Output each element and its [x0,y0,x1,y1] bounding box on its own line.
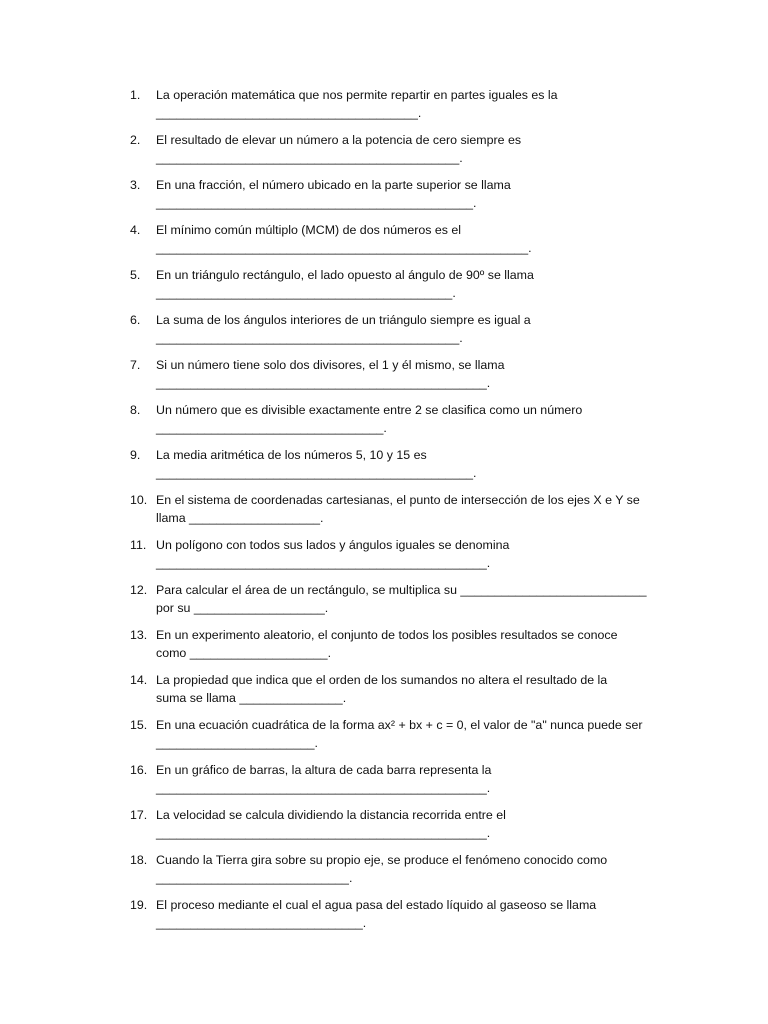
question-item [130,446,670,491]
question-item [130,266,670,311]
question-item [130,896,670,941]
question-item [130,491,670,536]
question-number: 17. [130,808,148,822]
question-item [130,131,670,176]
question-item [130,356,670,401]
question-number: 19. [130,898,148,912]
question-text: La velocidad se calcula dividiendo la distancia recorrida entre el ________________________________________________. [156,808,506,840]
question-text: La operación matemática que nos permite repartir en partes iguales es la ______________________________________. [156,88,558,120]
question-text: La media aritmética de los números 5, 10 y 15 es ______________________________________________. [156,448,477,480]
question-text: En un gráfico de barras, la altura de cada barra representa la ________________________________________________. [156,763,492,795]
question-text: En el sistema de coordenadas cartesianas, el punto de intersección de los ejes X e Y se llama ___________________. [156,493,640,525]
question-text: El mínimo común múltiplo (MCM) de dos números es el ______________________________________________________. [156,223,532,255]
question-text: En un experimento aleatorio, el conjunto de todos los posibles resultados se conoce como ____________________. [156,628,618,660]
question-number: 9. [130,448,141,462]
question-text: Cuando la Tierra gira sobre su propio eje, se produce el fenómeno conocido como ____________________________. [156,853,608,885]
question-item [130,401,670,446]
question-number: 4. [130,223,141,237]
question-number: 5. [130,268,141,282]
question-item [130,221,670,266]
question-number: 6. [130,313,141,327]
question-text: En una fracción, el número ubicado en la parte superior se llama ______________________________________________. [156,178,511,210]
question-text: El resultado de elevar un número a la potencia de cero siempre es ____________________________________________. [156,133,522,165]
question-item [130,716,670,761]
question-text: En una ecuación cuadrática de la forma ax² + bx + c = 0, el valor de "a" nunca puede ser _______________________. [156,718,643,750]
question-number: 16. [130,763,148,777]
question-number: 8. [130,403,141,417]
question-number: 10. [130,493,148,507]
question-number: 2. [130,133,141,147]
question-text: Si un número tiene solo dos divisores, el 1 y él mismo, se llama ________________________________________________. [156,358,505,390]
question-number: 1. [130,88,141,102]
question-item [130,851,670,896]
question-number: 15. [130,718,148,732]
question-number: 13. [130,628,148,642]
question-item [130,626,670,671]
question-number: 3. [130,178,141,192]
question-item [130,536,670,581]
question-text: En un triángulo rectángulo, el lado opuesto al ángulo de 90º se llama ___________________________________________. [156,268,534,300]
question-text: Un polígono con todos sus lados y ángulos iguales se denomina ________________________________________________. [156,538,510,570]
question-text: Un número que es divisible exactamente entre 2 se clasifica como un número _________________________________. [156,403,583,435]
question-item [130,176,670,221]
question-item [130,311,670,356]
question-number: 14. [130,673,148,687]
question-text: La suma de los ángulos interiores de un triángulo siempre es igual a ____________________________________________. [156,313,531,345]
question-item [130,581,670,626]
question-item [130,671,670,716]
question-item [130,806,670,851]
question-list [130,86,670,941]
question-text: El proceso mediante el cual el agua pasa del estado líquido al gaseoso se llama ______________________________. [156,898,597,930]
question-number: 12. [130,583,148,597]
question-text: La propiedad que indica que el orden de los sumandos no altera el resultado de la suma se llama _______________. [156,673,608,705]
question-number: 7. [130,358,141,372]
question-item [130,86,670,131]
question-number: 11. [130,538,147,552]
question-number: 18. [130,853,148,867]
question-item [130,761,670,806]
question-text: Para calcular el área de un rectángulo, se multiplica su ___________________________ por su ___________________. [156,583,647,615]
